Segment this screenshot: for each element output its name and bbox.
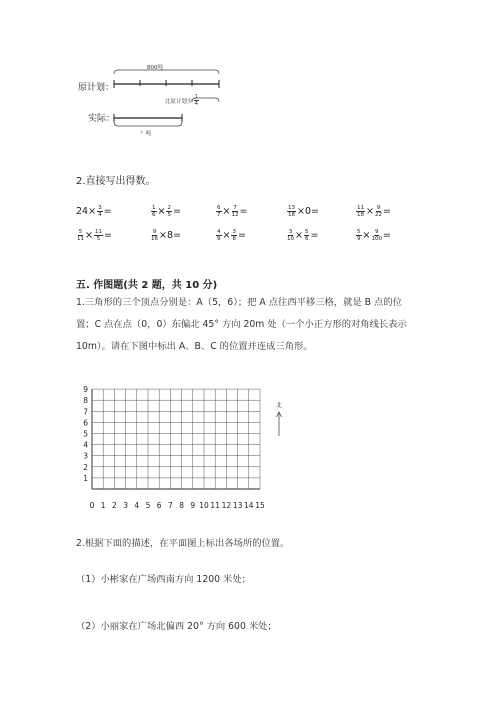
- denominator: 9: [217, 236, 221, 242]
- north-indicator: [273, 392, 285, 441]
- fraction: [287, 205, 296, 218]
- numerator: 6: [217, 205, 221, 211]
- x-tick-label: 4: [134, 501, 140, 510]
- calculation-item: [286, 205, 319, 218]
- calculation-item: [355, 205, 391, 218]
- calculation-item: [355, 229, 391, 242]
- denominator: 16: [151, 236, 158, 242]
- x-tick-label: 13: [232, 501, 243, 510]
- denominator: 100: [371, 236, 382, 242]
- calculation-item: [150, 205, 181, 218]
- numerator: 3: [288, 229, 293, 235]
- numerator: 2: [167, 205, 171, 211]
- calc-equals: =: [237, 230, 246, 241]
- numerator: 3: [98, 205, 102, 211]
- numerator: 11: [357, 205, 364, 211]
- fraction: [94, 229, 103, 242]
- calc-equals: =: [382, 230, 391, 241]
- numerator: 13: [288, 205, 295, 211]
- numerator: 9: [376, 205, 381, 211]
- x-tick-label: 5: [145, 501, 151, 510]
- x-tick-label: 2: [112, 501, 117, 510]
- calculation-item: [286, 229, 318, 242]
- calc-prefix: 24×: [76, 206, 97, 217]
- y-tick-label: 1: [83, 473, 88, 483]
- calc-operator: ×: [362, 230, 371, 241]
- calc-operator: ×: [295, 230, 303, 241]
- calculation-item: [76, 229, 112, 242]
- denominator: 6: [152, 212, 156, 218]
- question-1-line-2: 置；C 点在点（0，0）东偏北 45° 方向 20m 处（一个小正方形的对角线长表示: [76, 319, 407, 330]
- fraction: [151, 205, 157, 218]
- denominator: 6: [304, 236, 309, 242]
- numerator: 9: [374, 229, 379, 235]
- question-1-line-1: 1.三角形的三个顶点分别是：A（5，6）；把 A 点往西平移三格，就是 B 点的位: [76, 297, 402, 308]
- x-tick-label: 6: [156, 501, 162, 510]
- unknown-weight-label: ？吨: [140, 131, 152, 137]
- calc-operator: ×: [222, 206, 231, 217]
- calc-operator: ×0: [297, 206, 312, 217]
- calculation-item: [76, 205, 112, 218]
- denominator: 5: [96, 236, 101, 242]
- actual-label: 实际：: [88, 114, 116, 124]
- calc-equals: =: [311, 206, 319, 217]
- x-tick-label: 14: [244, 501, 254, 510]
- calc-equals: =: [172, 206, 181, 217]
- fraction: [151, 229, 158, 242]
- denominator: 11: [77, 236, 84, 242]
- fraction: [77, 229, 84, 242]
- numerator: 9: [152, 229, 157, 235]
- denominator: 12: [231, 212, 239, 218]
- denominator: 22: [374, 212, 382, 218]
- fraction: [166, 205, 172, 218]
- y-tick-label: 8: [83, 396, 88, 406]
- fraction: [231, 205, 238, 218]
- y-tick-label: 2: [83, 462, 88, 472]
- fraction: [216, 229, 222, 242]
- x-tick-label: 7: [168, 501, 173, 510]
- x-tick-label: 9: [190, 501, 196, 510]
- calc-equals: =: [103, 230, 112, 241]
- fraction: [375, 205, 382, 218]
- denominator: 7: [217, 212, 221, 218]
- less-than-plan-label: 比原计划少 $\frac{1}{4}$: [165, 94, 199, 107]
- y-tick-label: 5: [83, 429, 88, 439]
- numerator: 1: [152, 205, 156, 211]
- north-label: 北: [275, 402, 282, 409]
- coordinate-grid: [80, 378, 290, 513]
- calc-equals: =: [239, 206, 248, 217]
- plan-label: 原计划：: [78, 83, 115, 93]
- numerator: 4: [217, 229, 221, 235]
- question-1-line-3: 10m）。请在下图中标出 A、B、C 的位置并连成三角形。: [76, 341, 313, 352]
- calc-operator: ×: [85, 230, 93, 241]
- y-tick-label: 4: [83, 440, 88, 450]
- y-tick-label: 6: [83, 418, 88, 428]
- x-tick-label: 1: [100, 501, 106, 510]
- fraction: [371, 229, 382, 242]
- x-tick-label: 15: [255, 501, 265, 510]
- total-weight-label: 800吨: [147, 65, 163, 71]
- calc-equals: =: [173, 230, 181, 241]
- denominator: 10: [287, 236, 294, 242]
- calc-equals: =: [103, 206, 112, 217]
- question-2-item-1: （1）小彬家在广场西南方向 1200 米处；: [76, 574, 251, 585]
- y-tick-label: 7: [83, 407, 88, 417]
- calc-operator: ×8: [159, 230, 174, 241]
- numerator: 5: [304, 229, 309, 235]
- calculation-item: [215, 205, 247, 218]
- calc-operator: ×: [222, 230, 231, 241]
- denominator: 9: [357, 236, 361, 242]
- x-tick-label: 0: [89, 501, 95, 510]
- fraction: [304, 229, 310, 242]
- y-tick-label: 3: [83, 451, 88, 461]
- numerator: 3: [232, 229, 236, 235]
- fraction: [231, 229, 237, 242]
- denominator: 8: [232, 236, 236, 242]
- less-fraction: $\frac{1}{4}$: [194, 94, 199, 107]
- calculation-item: [215, 229, 246, 242]
- fraction: [287, 229, 294, 242]
- x-tick-label: 10: [199, 501, 209, 510]
- calc-operator: ×: [157, 206, 166, 217]
- north-arrow-icon: [275, 411, 283, 437]
- fraction: [216, 205, 222, 218]
- calculation-item: [150, 229, 181, 242]
- question-2-description: 2.根据下面的描述，在平面图上标出各场所的位置。: [76, 538, 290, 549]
- calc-equals: =: [382, 206, 391, 217]
- calc-equals: =: [310, 230, 319, 241]
- calc-operator: ×: [366, 206, 374, 217]
- fraction: [356, 205, 365, 218]
- denominator: 18: [357, 212, 364, 218]
- fraction: [356, 229, 362, 242]
- question-2-title: 2.直接写出得数。: [76, 176, 156, 187]
- numerator: 7: [233, 205, 237, 211]
- question-2-item-2: （2）小丽家在广场北偏西 20° 方向 600 米处；: [76, 621, 277, 632]
- denominator: 5: [167, 212, 171, 218]
- fraction: [97, 205, 103, 218]
- section-5-heading: 五. 作图题(共 2 题，共 10 分): [76, 280, 218, 291]
- x-tick-label: 12: [221, 501, 232, 510]
- x-tick-label: 3: [123, 501, 128, 510]
- y-tick-label: 9: [83, 385, 88, 395]
- numerator: 5: [357, 229, 361, 235]
- denominator: 4: [98, 212, 102, 218]
- numerator: 11: [94, 229, 102, 235]
- x-tick-label: 11: [210, 501, 220, 510]
- denominator: 18: [288, 212, 295, 218]
- numerator: 5: [78, 229, 83, 235]
- x-tick-label: 8: [179, 501, 184, 510]
